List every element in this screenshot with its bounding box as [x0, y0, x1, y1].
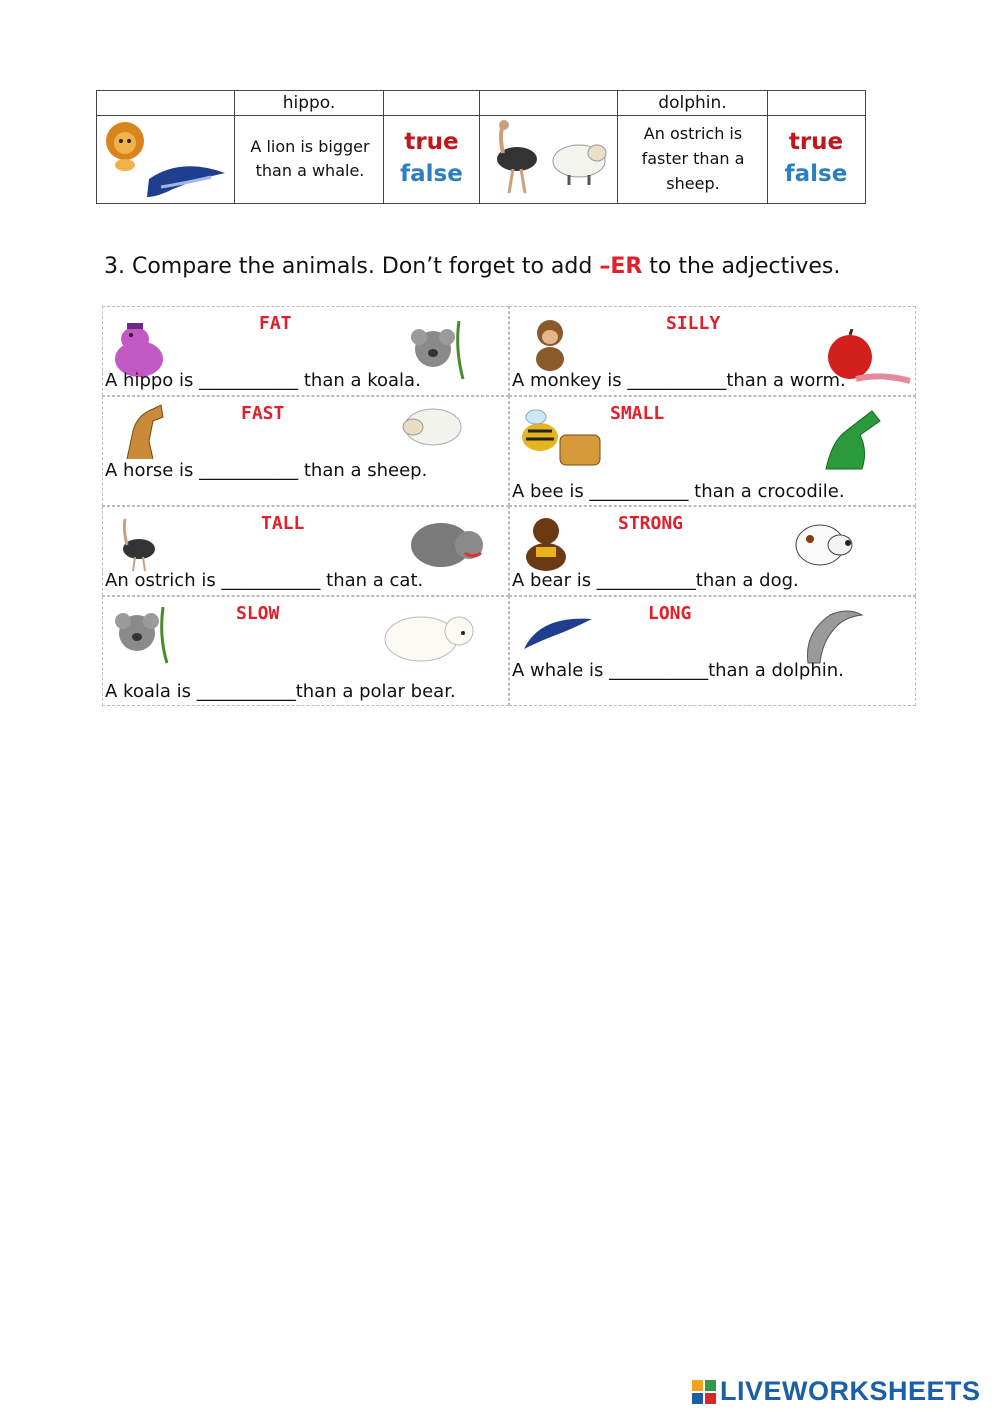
brand-logo-icon	[692, 1380, 716, 1404]
sentence-strong: A bear is ___________than a dog.	[512, 570, 799, 591]
cell-slow	[102, 596, 509, 706]
false-option-ostrich[interactable]: false	[784, 161, 848, 187]
koala-icon	[111, 603, 173, 665]
ostrich-icon	[111, 515, 161, 571]
adjective-strong: STRONG	[618, 513, 684, 534]
brand-name: LIVEWORKSHEETS	[720, 1376, 981, 1406]
ostrich-sheep-illustration	[483, 119, 613, 201]
sheep-icon	[399, 403, 463, 455]
adjective-long: LONG	[648, 603, 692, 624]
statement-ostrich-sheep: An ostrich is faster than a sheep.	[641, 124, 745, 193]
exercise-title	[104, 254, 840, 279]
dolphin-icon	[800, 603, 866, 665]
bee-honey-icon	[514, 401, 606, 471]
crocodile-icon	[816, 401, 892, 471]
sentence-slow: A koala is ___________than a polar bear.	[105, 681, 456, 702]
whale-icon	[520, 601, 596, 651]
cell-small	[509, 396, 916, 506]
cell-tall	[102, 506, 509, 596]
false-option-lion[interactable]: false	[400, 161, 463, 187]
title-text: 3. Compare the animals. Don’t forget to add	[104, 254, 600, 279]
sentence-fat: A hippo is ___________ than a koala.	[105, 370, 421, 391]
true-false-table	[96, 90, 866, 204]
adjective-fast: FAST	[241, 403, 285, 424]
table-cell-dolphin: dolphin.	[658, 93, 727, 113]
cell-silly	[509, 306, 916, 396]
title-suffix: to the adjectives.	[642, 254, 841, 279]
bear-icon	[516, 513, 578, 573]
cell-fat	[102, 306, 509, 396]
table-cell-hippo: hippo.	[282, 93, 336, 113]
title-highlight: –ER	[599, 254, 643, 279]
horse-icon	[117, 401, 171, 461]
cell-long	[509, 596, 916, 706]
sentence-tall: An ostrich is ___________ than a cat.	[105, 570, 424, 591]
liveworksheets-logo	[692, 1376, 981, 1407]
lion-whale-illustration	[101, 117, 231, 201]
adjective-small: SMALL	[610, 403, 665, 424]
adjective-slow: SLOW	[236, 603, 280, 624]
true-option-ostrich[interactable]: true	[788, 129, 844, 155]
statement-lion-whale: A lion is bigger than a whale.	[250, 137, 370, 180]
comparison-grid	[102, 306, 914, 706]
polar-bear-icon	[381, 603, 475, 667]
sentence-long: A whale is ___________than a dolphin.	[512, 660, 844, 681]
sentence-silly: A monkey is ___________than a worm.	[512, 370, 846, 391]
monkey-icon	[522, 315, 578, 373]
true-option-lion[interactable]: true	[404, 129, 459, 155]
sentence-small: A bee is ___________ than a crocodile.	[512, 481, 845, 502]
cat-icon	[407, 515, 489, 573]
sentence-fast: A horse is ___________ than a sheep.	[105, 460, 428, 481]
dog-icon	[790, 513, 860, 569]
adjective-silly: SILLY	[666, 313, 721, 334]
adjective-fat: FAT	[259, 313, 292, 334]
cell-fast	[102, 396, 509, 506]
cell-strong	[509, 506, 916, 596]
adjective-tall: TALL	[261, 513, 305, 534]
